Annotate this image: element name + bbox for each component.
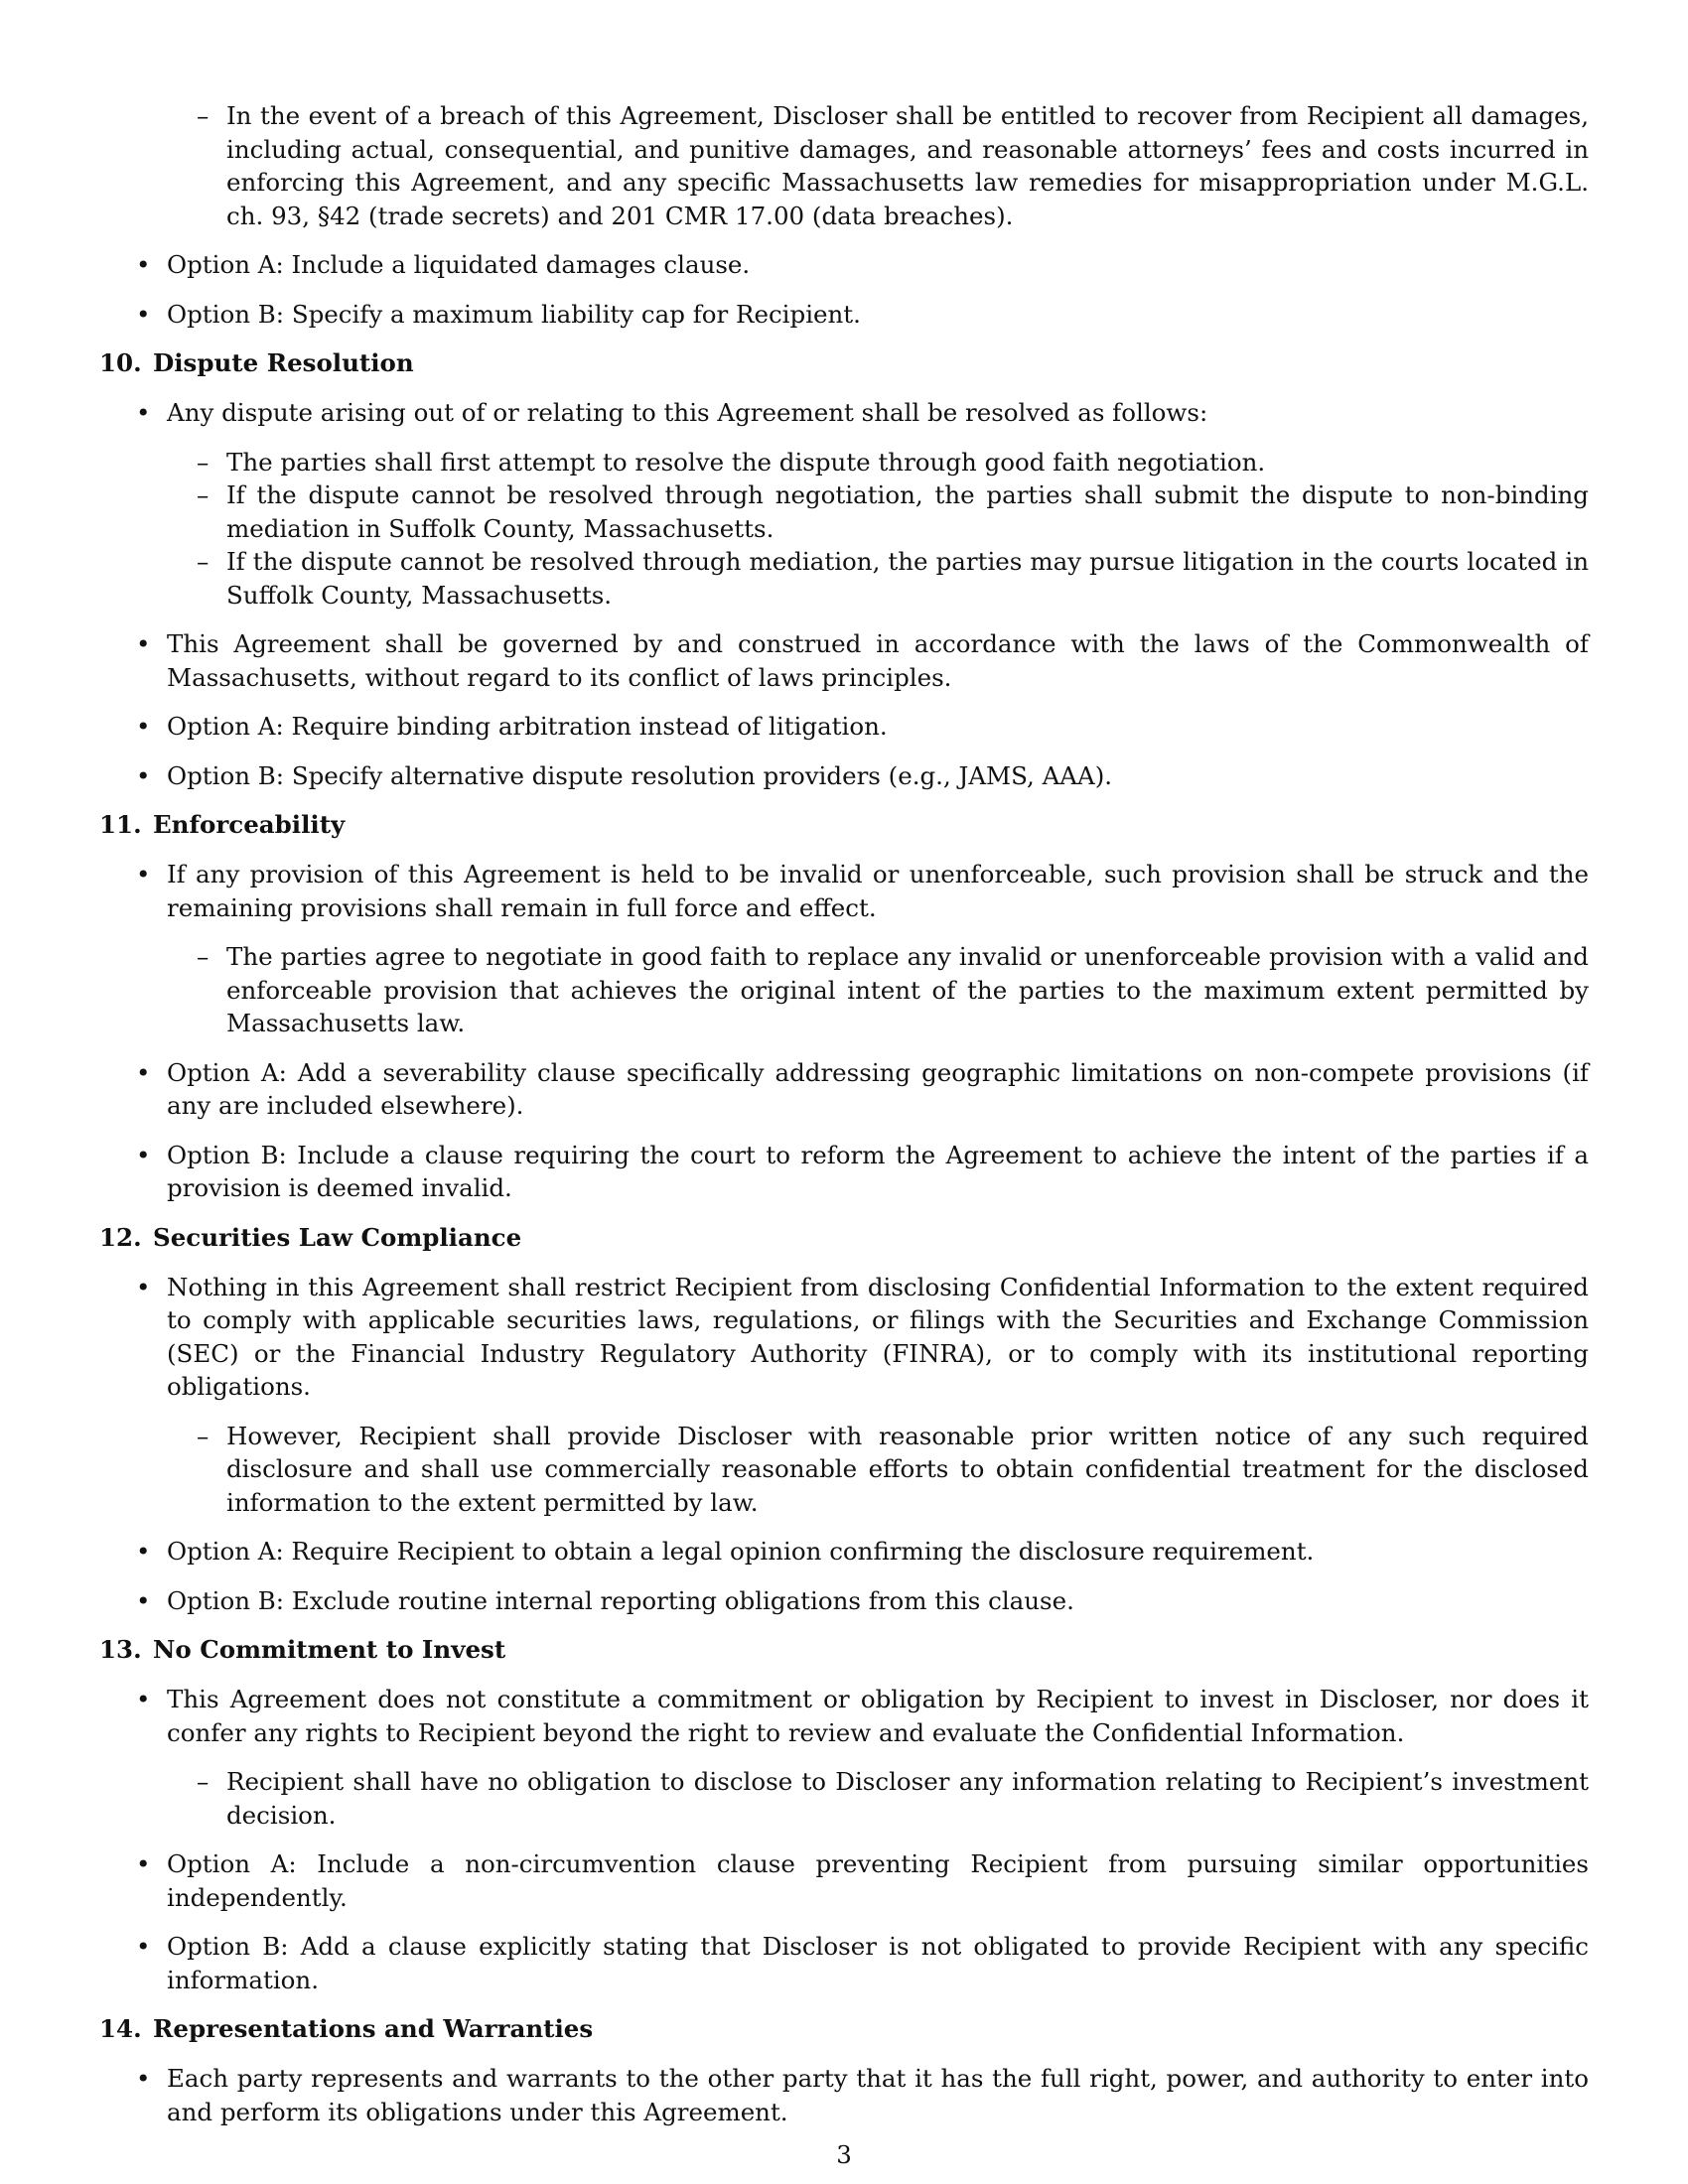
dash-item: – Recipient shall have no obligation to disclose to Discloser any information relating to Recipient’s investment decision. (167, 1765, 1589, 1832)
page-number: 3 (836, 2140, 852, 2169)
bullet-item: • This Agreement shall be governed by and construed in accordance with the laws of the Commonwealth of Massachusetts, without regard to its conflict of laws principles. (99, 627, 1589, 694)
bullet-item: • Any dispute arising out of or relating to this Agreement shall be resolved as follows: – The parties shall first attempt to resolve the dispute through good faith negotiation. – If the dispute cannot be resolved through negotiation, the parties shall submit the dispute to non-binding mediation in Suffolk County, Massachusetts. – If the dispute cannot be resolved through mediation, the parties may pursue litigation in the courts located in Suffolk County, Massachusetts. (99, 396, 1589, 612)
bullet-item: • Option A: Require Recipient to obtain a legal opinion confirming the disclosure requirement. (99, 1535, 1589, 1569)
bullet-item: • Option B: Specify a maximum liability cap for Recipient. (99, 298, 1589, 332)
section-title: Securities Law Compliance (153, 1222, 522, 1252)
bullet-item: • Option B: Specify alternative dispute resolution providers (e.g., JAMS, AAA). (99, 759, 1589, 793)
bullet-item: • Option A: Require binding arbitration instead of litigation. (99, 710, 1589, 744)
section-bullet-list (99, 1683, 1589, 1996)
dash-item: – The parties shall first attempt to resolve the dispute through good faith negotiation. (167, 446, 1589, 479)
section-heading-enforceability (99, 808, 1589, 841)
sub-dash-list (167, 446, 1589, 613)
bullet-item: • Option B: Add a clause explicitly stating that Discloser is not obligated to provide Recipient with any specific information. (99, 1930, 1589, 1996)
document-page (99, 99, 1589, 2128)
bullet-item: • Nothing in this Agreement shall restrict Recipient from disclosing Confidential Information to the extent required to comply with applicable securities laws, regulations, or filings with the Securities and Exchange Commission (SEC) or the Financial Industry Regulatory Authority (FINRA), or to comply with its institutional reporting obligations. – However, Recipient shall provide Discloser with reasonable prior written notice of any such required disclosure and shall use commercially reasonable efforts to obtain confidential treatment for the disclosed information to the extent permitted by law. (99, 1271, 1589, 1520)
bullet-item: • If any provision of this Agreement is held to be invalid or unenforceable, such provision shall be struck and the remaining provisions shall remain in full force and effect. – The parties agree to negotiate in good faith to replace any invalid or unenforceable provision with a valid and enforceable provision that achieves the original intent of the parties to the maximum extent permitted by Massachusetts law. (99, 858, 1589, 1040)
section-title: Enforceability (153, 810, 346, 839)
sub-dash-list (167, 1765, 1589, 1832)
section-heading-no-commitment-to-invest (99, 1633, 1589, 1666)
section-heading-representations-and-warranties (99, 2012, 1589, 2045)
section-bullet-list (99, 2062, 1589, 2128)
bullet-item: • Option A: Include a liquidated damages clause. (99, 248, 1589, 282)
dash-item: – However, Recipient shall provide Discloser with reasonable prior written notice of any such required disclosure and shall use commercially reasonable efforts to obtain confidential treatment for the disclosed information to the extent permitted by law. (167, 1420, 1589, 1520)
dash-item: – If the dispute cannot be resolved through negotiation, the parties shall submit the dispute to non-binding mediation in Suffolk County, Massachusetts. (167, 478, 1589, 545)
dash-item: – The parties agree to negotiate in good faith to replace any invalid or unenforceable provision with a valid and enforceable provision that achieves the original intent of the parties to the maximum extent permitted by Massachusetts law. (167, 940, 1589, 1040)
section-number: 12. (99, 1222, 142, 1252)
section-number: 13. (99, 1635, 142, 1664)
bullet-item: • This Agreement does not constitute a commitment or obligation by Recipient to invest in Discloser, nor does it confer any rights to Recipient beyond the right to review and evaluate the Confidential Information. – Recipient shall have no obligation to disclose to Discloser any information relating to Recipient’s investment decision. (99, 1683, 1589, 1832)
section-bullet-list (99, 858, 1589, 1205)
bullet-item: • Option B: Exclude routine internal reporting obligations from this clause. (99, 1584, 1589, 1618)
section-title: Representations and Warranties (153, 2014, 594, 2043)
sub-dash-list (167, 1420, 1589, 1520)
continuation-dash-list (167, 99, 1589, 232)
dash-item: – In the event of a breach of this Agreement, Discloser shall be entitled to recover from Recipient all damages, including actual, consequential, and punitive damages, and reasonable attorneys’ fees and costs incurred in enforcing this Agreement, and any specific Massachusetts law remedies for misappropriation under M.G.L. ch. 93, §42 (trade secrets) and 201 CMR 17.00 (data breaches). (167, 99, 1589, 232)
bullet-item: • Option B: Include a clause requiring the court to reform the Agreement to achieve the intent of the parties if a provision is deemed invalid. (99, 1139, 1589, 1205)
dash-item: – If the dispute cannot be resolved through mediation, the parties may pursue litigation in the courts located in Suffolk County, Massachusetts. (167, 545, 1589, 612)
bullet-item: • Option A: Include a non-circumvention clause preventing Recipient from pursuing similar opportunities independently. (99, 1847, 1589, 1914)
section-title: Dispute Resolution (153, 348, 414, 377)
section-number: 14. (99, 2014, 142, 2043)
bullet-item: • Each party represents and warrants to the other party that it has the full right, power, and authority to enter into and perform its obligations under this Agreement. (99, 2062, 1589, 2128)
section-bullet-list (99, 1271, 1589, 1618)
section-heading-securities-law-compliance (99, 1221, 1589, 1254)
section-number: 11. (99, 810, 142, 839)
sub-dash-list (167, 940, 1589, 1040)
section-bullet-list (99, 396, 1589, 792)
bullet-item: • Option A: Add a severability clause specifically addressing geographic limitations on non-compete provisions (if any are included elsewhere). (99, 1056, 1589, 1123)
continuation-bullet-list (99, 248, 1589, 331)
section-heading-dispute-resolution (99, 346, 1589, 379)
section-title: No Commitment to Invest (153, 1635, 506, 1664)
section-number: 10. (99, 348, 142, 377)
